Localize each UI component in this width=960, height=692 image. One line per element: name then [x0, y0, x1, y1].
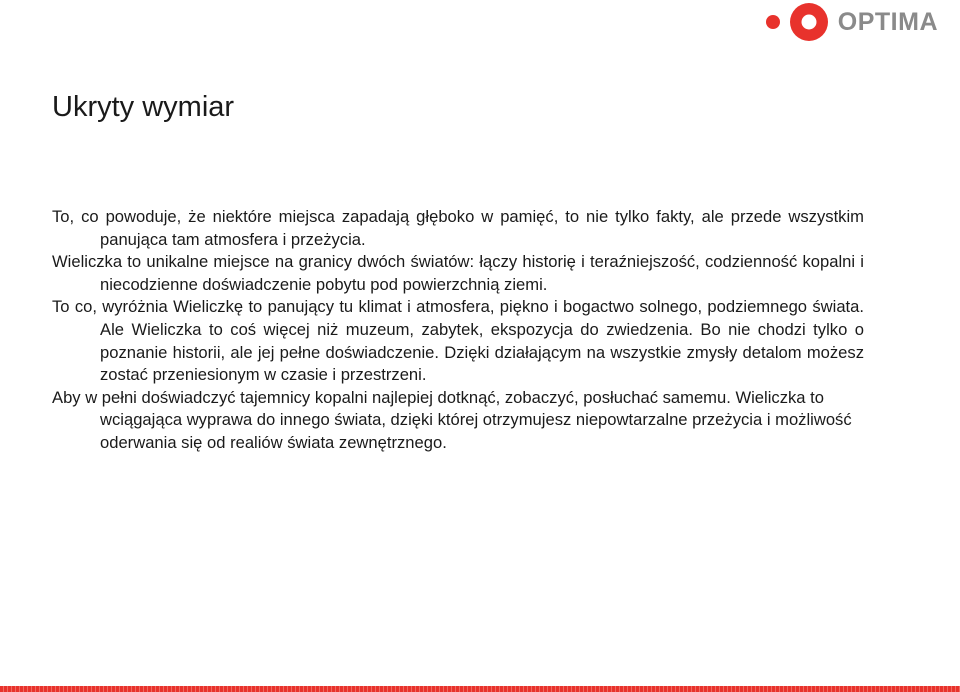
slide-title: Ukryty wymiar: [52, 91, 235, 123]
slide-body: [52, 206, 864, 455]
optima-logo: [764, 2, 938, 42]
paragraph-3: To co, wyróżnia Wieliczkę to panujący tu klimat i atmosfera, piękno i bogactwo solnego, podziemnego świata. Ale Wieliczka to coś więcej niż muzeum, zabytek, ekspozycja do zwiedzenia. Bo nie chodzi tylko o poznanie historii, ale jej pełne doświadczenie. Dzięki działającym na wszystkie zmysły detalom możesz zostać przeniesionym w czasie i przestrzeni.: [52, 297, 864, 385]
paragraph-2: Wieliczka to unikalne miejsce na granicy dwóch światów: łączy historię i teraźniejszość, codzienność kopalni i niecodzienne doświadczenie pobytu pod powierzchnią ziemi.: [52, 252, 864, 294]
optima-dots-logo-icon: [764, 2, 834, 42]
paragraph-1: To, co powoduje, że niektóre miejsca zapadają głęboko w pamięć, to nie tylko fakty, ale przede wszystkim panująca tam atmosfera i przeżycia.: [52, 207, 864, 249]
paragraph-4: Aby w pełni doświadczyć tajemnicy kopalni najlepiej dotknąć, zobaczyć, posłuchać samemu. Wieliczka to wciągająca wyprawa do innego świata, dzięki której otrzymujesz niepowtarzalne przeżycia i możliwość oderwania się od realiów świata zewnętrznego.: [52, 387, 852, 452]
logo-text: OPTIMA: [837, 7, 938, 36]
bottom-accent-bar: [0, 686, 960, 692]
